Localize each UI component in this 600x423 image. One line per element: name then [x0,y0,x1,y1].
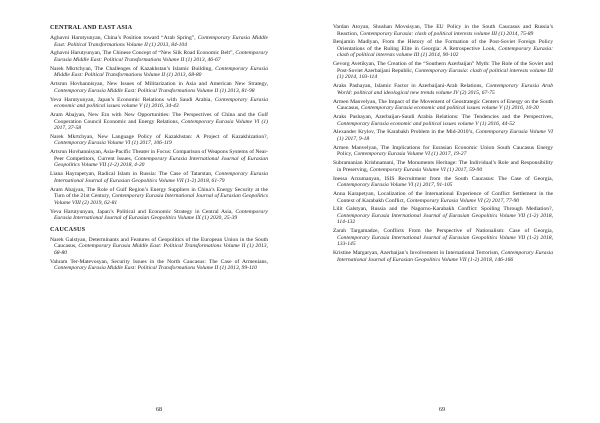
section-heading: CENTRAL AND EAST ASIA [50,24,133,31]
entry-author-title: Aghavni Harutyunyan, The Chinese Concept of “New Silk Road Economic Belt”, [50,50,236,57]
page-number-right: 69 [438,406,446,413]
entry-source: Contemporary Eurasia: clash of political interests volume III (1) 2014, 90-102 [337,45,554,59]
entry-author-title: Anna Karapetyan, Localization of the International Experience of Conflict Settlement in the Context of Karabakh Conflict, [333,191,553,204]
entry-author-title: Gevorg Avetikyan, The Creation of the “Southern Azerbaijan” Myth: The Role of the Soviet and Post-Soviet Azerbaijani Republic, [333,61,553,74]
entry-author-title: Armen Manvelyan, The Impact of the Movement of Geostrategic Centers of Energy on the South Caucasus, [333,98,553,112]
entry-author-title: Araks Pashayan, Azerbaijan-Saudi Arabia Relations: The Tendencies and the Perspectives, [333,114,553,121]
entry-author-title: Armen Manvelyan, The Implications for Eurasian Economic Union South Caucasus Energy Policy, [333,144,553,158]
entry-author-title: Alexander Krylov, The Karabakh Problem in the Mid-2010’s, [333,129,476,136]
entry-source: Contemporary Eurasia Middle East: Political Transformations Volume II (1) 2013, 84-104 [54,35,268,48]
entry-source: Contemporary Eurasia economic and political issues volume V (1) 2016, 44-52 [337,120,515,127]
bibliography-entry [333,145,553,158]
bibliography-entry [50,66,268,79]
bibliography-entry [333,24,553,37]
entry-author-title: Yeva Harutyunyan, Japan’s Political and Economic Strategy in Central Asia, [50,208,236,215]
bibliography-entry [333,83,553,96]
bibliography-entry [333,114,553,127]
bibliography-entry [333,129,553,142]
entry-author-title: Narek Galstyan, Determinants and Features of Geopolitics of the European Union in the South Caucasus, [50,236,268,250]
entry-author-title: Aram Abajyan, The Role of Gulf Region’s Energy Suppliers in China’s Energy Security at the Turn of the 21st Century, [50,186,268,200]
entry-source: Contemporary Eurasia International Journal of Eurasian Geopolitics Volume VII (1-2) 2018, 146-166 [337,250,553,263]
entry-author-title: Araks Pashayan, Islamic Factor in Azerbaijani-Arab Relations, [333,83,486,90]
entry-source: Contemporary Eurasia Volume VI (1) 2017, 59-90 [369,166,483,173]
bibliography-entry [333,176,553,189]
entry-source: Contemporary Eurasia Volume VI (1) 2017, 37-58 [54,118,268,132]
bibliography-entry [50,259,268,272]
bibliography-entry [50,171,268,184]
entry-source: Contemporary Eurasia International Journal of Eurasian Geopolitics Volume VIII (2) 2019, 62-81 [54,193,268,206]
entry-source: Contemporary Eurasia Volume VI (1) 2017, 91-105 [337,182,453,189]
bibliography-entry [50,97,268,110]
entry-author-title: Inessa Arzumanyan, ISIS Recruitment from the South Caucasus: The Case of Georgia, [333,175,553,182]
bibliography-entry [50,50,268,63]
bibliography-entry [333,250,553,263]
bibliography-entry [333,39,553,59]
entry-source: Contemporary Eurasia Middle East: Political Transformations Volume II (1) 2013, 99-110 [54,265,257,272]
entry-author-title: Lilit Galstyan, Russia and the Nagorno-Karabakh Conflict: Spoiling Through Mediation?, [333,206,553,213]
entry-source: Contemporary Eurasia economic and political issues volume V (1) 2016, 34-43 [54,96,268,110]
entry-source: Contemporary Eurasia International Journal of Eurasian Geopolitics Volume VII (1-2) 2018, 61-79 [54,171,268,184]
bibliography-entry [50,81,268,94]
bibliography-entry [333,99,553,112]
entry-author-title: Aghavni Harutyunyan, China’s Position toward “Arab Spring”, [50,35,198,41]
entry-author-title: Zarah Targamadze, Conflicts From the Perspective of Nationalism: Case of Georgia, [333,228,553,235]
left-page-column [50,24,268,274]
entry-author-title: Kristine Margaryan, Azerbaijan’s Involvement in International Terrorism, [333,250,501,257]
entry-source: Contemporary Eurasia International Journal of Eurasian Geopolitics Volume VII (1-2) 2018, 114-132 [337,212,553,226]
entry-source: Contemporary Eurasia: clash of political interests volume III (1) 2014, 103-114 [337,67,553,81]
bibliography-entry [50,35,268,48]
entry-source: Contemporary Eurasia: clash of political interests volume III (1) 2014, 75-89 [359,30,534,37]
entry-author-title: Narek Mkrtchyan, The Challenges of Kazakhstan’s Islamic Building, [50,65,216,72]
entry-source: Contemporary Eurasia International Journal of Eurasian Geopolitics Volume IX (1) 2020, 25-39 [54,208,268,222]
entry-source: Contemporary Eurasia Middle East: Political Transformations Volume II (1) 2013, 81-98 [54,87,255,94]
entry-author-title: Artsrun Hovhannisyan, New Issues of Militarization in Asia and American New Strategy, [50,81,268,88]
entry-author-title: Liana Hayrapetyan, Radical Islam in Russia: The Case of Tatarstan, [50,171,216,178]
bibliography-entry [50,149,268,169]
bibliography-entry [50,237,268,257]
right-page-column [333,24,553,266]
entry-author-title: Narek Mkrtchyan, New Language Policy of Kazakhstan: A Project of Kazakhization?, [50,133,268,140]
entry-author-title: Artsrun Hovhannisyan, Asia-Pacific Theater in Focus: Comparison of Weapons Systems of Near-Peer Competitors, Current Issues, [50,149,268,162]
entry-author-title: Vardan Atoyan, Shushan Movsisyan, The EU Policy in the South Caucasus and Russia’s Reaction, [333,24,553,37]
entry-source: Contemporary Eurasia economic and political issues volume V (1) 2016, 10-20 [360,105,539,112]
section-heading: CAUCASUS [50,225,86,233]
right-page [300,0,600,423]
bibliography-entry [333,206,553,226]
entry-author-title: Benjamin Madlyan, From the History of the Formation of the Post-Soviet Foreign Policy Orientations of the Ruling Elite in Georgia: A Retrospective Look, [333,39,553,52]
entry-author-title: Yeva Harutyunyan, Japan’s Economic Relations with Saudi Arabia, [50,96,215,103]
bibliography-entry [333,160,553,173]
bibliography-entry [333,61,553,81]
entry-source: Contemporary Eurasia Volume VI (1) 2017, 19-27 [353,151,467,158]
entry-source: Contemporary Eurasia Volume VI (2) 2017, 77-90 [406,197,520,204]
entry-source: Contemporary Eurasia Middle East: Political Transformations Volume II (1) 2013, 46-67 [54,50,268,63]
page-number-left: 68 [155,406,163,413]
bibliography-entry [50,134,268,147]
bibliography-entry [50,187,268,207]
entry-source: Contemporary Eurasia Middle East: Political Transformations Volume II (1) 2013, 68-80 [54,243,268,256]
entry-source: Contemporary Eurasia International Journal of Eurasian Geopolitics Volume VII (1-2) 2018, 133-145 [337,234,553,248]
entry-source: Contemporary Eurasia Middle East: Political Transformations Volume II (1) 2013, 68-80 [54,65,269,79]
bibliography-entry [333,228,553,248]
entry-author-title: Vahram Ter-Matevosyan, Security Issues in the North Caucasus: The Case of Armenians, [50,258,268,265]
entry-source: Contemporary Eurasia Volume VI (1) 2017, 9-18 [337,129,553,142]
bibliography-entry [50,209,268,222]
entry-author-title: Subramanian Krishnamani, The Monuments Heritage: The Individual’s Role and Responsibility in Preserving, [333,160,553,173]
entry-source: Contemporary Eurasia International Journal of Eurasian Geopolitics Volume VII (1-2) 2018, 4-20 [54,155,268,169]
entry-author-title: Aram Abajyan, New Era with New Opportunities: The Perspectives of China and the Gulf Cooperation Council Economic and Energy Relations, [50,111,268,125]
bibliography-entry [50,112,268,132]
entry-source: Contemporary Eurasia Volume VI (1) 2017, 106-119 [54,140,172,147]
entry-source: Contemporary Eurasia Arab World: political and ideological new trends volume IV (2) 2015, 67-75 [337,83,553,96]
bibliography-entry [333,191,553,204]
